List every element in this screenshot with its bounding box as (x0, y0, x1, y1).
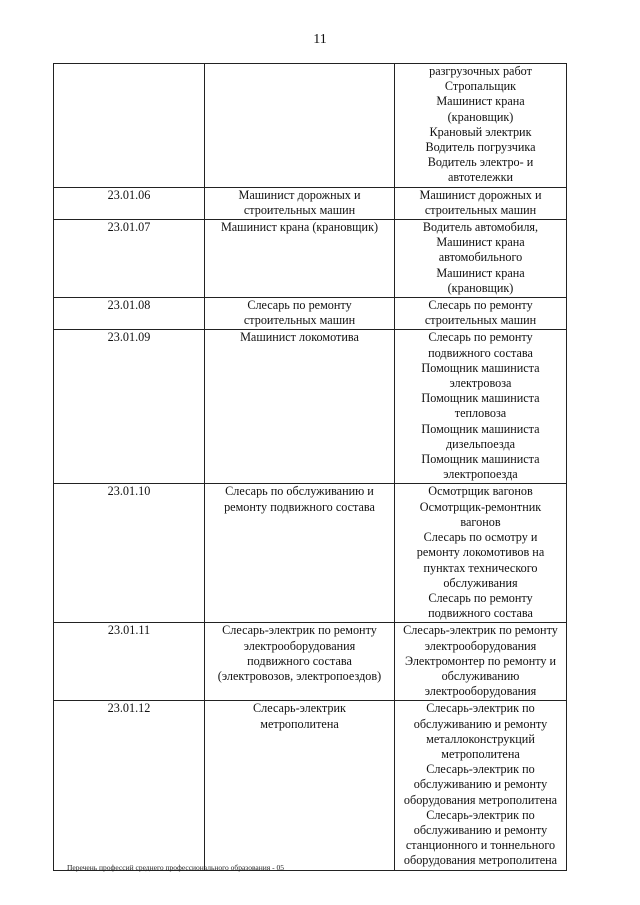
cell-text-line: разгрузочных работ (429, 64, 532, 78)
related-professions-cell (395, 298, 567, 330)
cell-text-line: Слесарь по ремонту (247, 298, 352, 313)
cell-text-line: Стропальщик (444, 79, 517, 94)
cell-text-line: подвижного состава (428, 345, 533, 360)
cell-text-line: подвижного состава (247, 653, 352, 668)
related-professions-cell (395, 484, 567, 623)
cell-text-line: вагонов (460, 514, 501, 529)
cell-text-line: Слесарь-электрик по (426, 701, 535, 716)
related-professions-cell (395, 187, 567, 219)
cell-text-line: (крановщик) (447, 280, 514, 295)
cell-text-line: обслуживанию и ремонту (413, 716, 548, 731)
cell-text-line: Крановый электрик (429, 124, 532, 139)
cell-text-line: оборудования метрополитена (403, 792, 558, 807)
cell-text-line: обслуживанию и ремонту (413, 822, 548, 837)
cell-text-line: Помощник машиниста (421, 452, 540, 467)
cell-text-line: строительных машин (424, 313, 537, 328)
cell-text-line: Слесарь по ремонту (428, 298, 533, 313)
cell-text-line: 23.01.11 (107, 623, 151, 638)
professions-table-body (54, 64, 567, 871)
code-cell (54, 64, 205, 188)
cell-text-line: 23.01.10 (107, 484, 151, 499)
code-cell (54, 623, 205, 701)
table-row (54, 623, 567, 701)
cell-text-line: 23.01.08 (107, 298, 151, 313)
cell-text-line: (электровозов, электропоездов) (217, 668, 382, 683)
related-professions-cell (395, 64, 567, 188)
cell-text-line: Машинист локомотива (240, 330, 359, 345)
page-number: 11 (313, 32, 327, 47)
cell-text-line: строительных машин (243, 202, 356, 217)
code-cell (54, 220, 205, 298)
table-row (54, 701, 567, 870)
cell-text-line: Машинист крана (436, 94, 525, 109)
cell-text-line: электрооборудования (424, 638, 537, 653)
table-row (54, 220, 567, 298)
cell-text-line: Слесарь по обслуживанию и (225, 484, 374, 499)
document-footer: Перечень профессий среднего профессионального образования - 05 (67, 863, 284, 872)
cell-text-line: 23.01.12 (107, 701, 151, 716)
cell-text-line: Машинист дорожных и (419, 187, 542, 202)
cell-text-line: 23.01.09 (107, 330, 151, 345)
profession-cell (205, 64, 395, 188)
code-cell (54, 701, 205, 870)
code-cell (54, 298, 205, 330)
cell-text-line: Машинист крана (436, 235, 525, 250)
cell-text-line: оборудования метрополитена (403, 853, 558, 868)
cell-text-line: Помощник машиниста (421, 360, 540, 375)
cell-text-line: Осмотрщик-ремонтник (419, 499, 542, 514)
cell-text-line: Слесарь по осмотру и (423, 530, 538, 545)
cell-text-line: автомобильного (438, 250, 523, 265)
cell-text-line: электрооборудования (424, 684, 537, 699)
table-row (54, 484, 567, 623)
cell-text-line: метрополитена (260, 716, 339, 731)
profession-cell (205, 220, 395, 298)
cell-text-line: строительных машин (243, 313, 356, 328)
table-row (54, 64, 567, 188)
cell-text-line: станционного и тоннельного (405, 838, 556, 853)
cell-text-line: Слесарь-электрик по ремонту (222, 623, 377, 638)
profession-cell (205, 187, 395, 219)
cell-text-line: Помощник машиниста (421, 421, 540, 436)
cell-text-line: тепловоза (454, 406, 507, 421)
cell-text-line: обслуживания (443, 575, 518, 590)
table-row (54, 187, 567, 219)
cell-text-line: пунктах технического (423, 560, 538, 575)
cell-text-line: Слесарь-электрик по (426, 762, 535, 777)
cell-text-line: Водитель автомобиля, (422, 220, 539, 235)
cell-text-line: метрополитена (441, 746, 520, 761)
cell-text-line: электровоза (449, 376, 512, 391)
code-cell (54, 187, 205, 219)
cell-text-line: электрооборудования (243, 638, 356, 653)
table-row (54, 298, 567, 330)
cell-text-line: обслуживанию (441, 668, 520, 683)
cell-text-line: электропоезда (443, 467, 518, 482)
professions-table (53, 63, 567, 871)
cell-text-line: Слесарь по ремонту (428, 590, 533, 605)
table-row (54, 330, 567, 484)
profession-cell (205, 298, 395, 330)
code-cell (54, 330, 205, 484)
cell-text-line: Водитель электро- и (427, 155, 534, 170)
cell-text-line: строительных машин (424, 202, 537, 217)
cell-text-line: Слесарь-электрик по (426, 807, 535, 822)
cell-text-line: Слесарь-электрик (253, 701, 346, 716)
cell-text-line: Машинист дорожных и (238, 187, 361, 202)
cell-text-line: (крановщик) (447, 109, 514, 124)
cell-text-line: ремонту подвижного состава (224, 499, 375, 514)
profession-cell (205, 623, 395, 701)
code-cell (54, 484, 205, 623)
cell-text-line: дизельпоезда (445, 436, 516, 451)
cell-text-line: Слесарь-электрик по ремонту (403, 623, 558, 638)
cell-text-line: 23.01.06 (107, 187, 151, 202)
cell-text-line: Помощник машиниста (421, 391, 540, 406)
cell-text-line: Машинист крана (436, 265, 525, 280)
related-professions-cell (395, 220, 567, 298)
related-professions-cell (395, 330, 567, 484)
cell-text-line: 23.01.07 (107, 220, 151, 235)
cell-text-line: ремонту локомотивов на (416, 545, 545, 560)
profession-cell (205, 484, 395, 623)
cell-text-line: Осмотрщик вагонов (428, 484, 533, 499)
cell-text-line: Слесарь по ремонту (428, 330, 533, 345)
cell-text-line: автотележки (447, 170, 514, 185)
related-professions-cell (395, 623, 567, 701)
profession-cell (205, 701, 395, 870)
cell-text-line: обслуживанию и ремонту (413, 777, 548, 792)
cell-text-line: Водитель погрузчика (425, 140, 536, 155)
profession-cell (205, 330, 395, 484)
cell-text-line: металлоконструкций (426, 731, 535, 746)
related-professions-cell (395, 701, 567, 870)
cell-text-line: Электромонтер по ремонту и (404, 653, 557, 668)
cell-text-line: подвижного состава (428, 606, 533, 621)
cell-text-line: Машинист крана (крановщик) (220, 220, 379, 235)
